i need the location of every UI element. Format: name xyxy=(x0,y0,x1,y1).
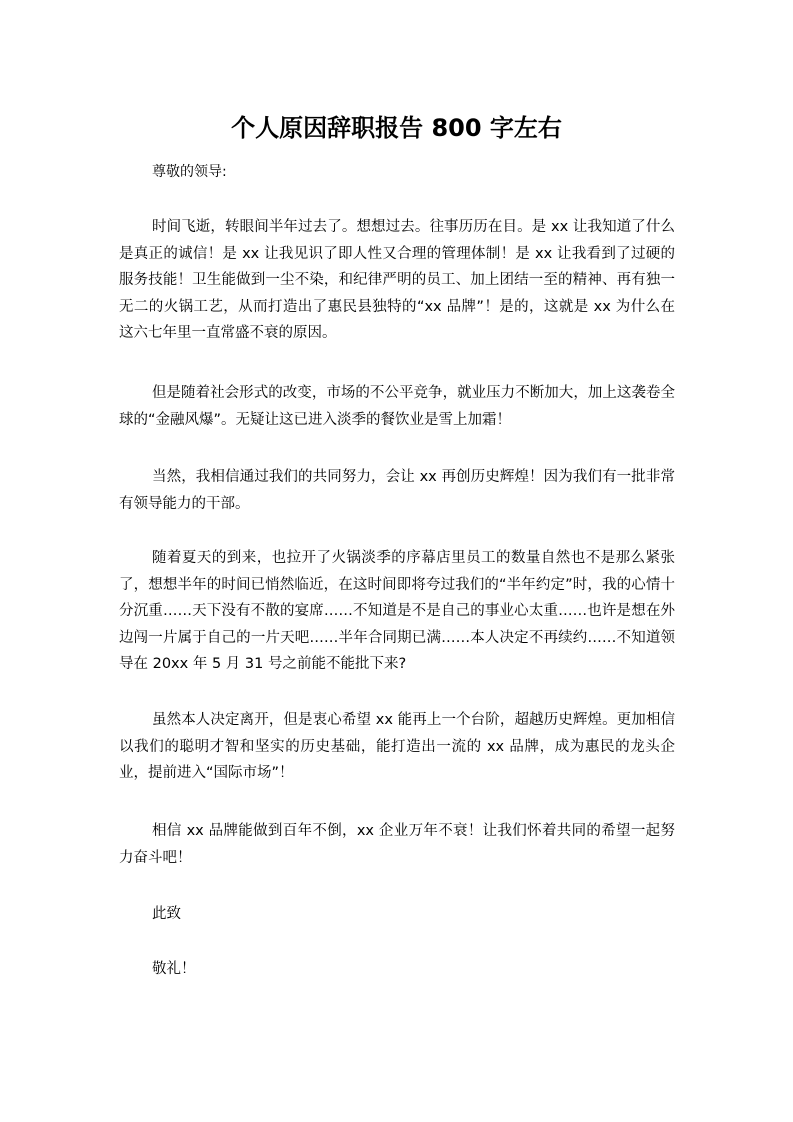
salutation: 尊敬的领导: xyxy=(152,164,227,180)
closing-salute: 敬礼！ xyxy=(152,961,196,977)
body-paragraph-2: 但是随着社会形式的改变，市场的不公平竞争，就业压力不断加大，加上这袭卷全球的“金融风爆”。无疑让这已进入淡季的餐饮业是雪上加霜！ xyxy=(119,385,675,428)
body-paragraph-1: 时间飞逝，转眼间半年过去了。想想过去。往事历历在目。是 xx 让我知道了什么是真正的诚信！是 xx 让我见识了即人性又合理的管理体制！是 xx 让我看到了过硬的服务技能！卫生能做到一尘不染，和纪律严明的员工、加上团结一至的精神、再有独一无二的火锅工艺，从而打造出了惠民县独特的“xx 品牌”！是的，这就是 xx 为什么在这六七年里一直常盛不衰的原因。 xyxy=(119,219,675,341)
body-paragraph-3: 当然，我相信通过我们的共同努力，会让 xx 再创历史辉煌！因为我们有一批非常有领导能力的干部。 xyxy=(119,469,675,512)
document-title: 个人原因辞职报告 800 字左右 xyxy=(231,114,562,142)
body-paragraph-6: 相信 xx 品牌能做到百年不倒，xx 企业万年不衰！让我们怀着共同的希望一起努力奋斗吧！ xyxy=(119,823,675,866)
closing-phrase: 此致 xyxy=(152,906,181,922)
body-paragraph-4: 随着夏天的到来，也拉开了火锅淡季的序幕店里员工的数量自然也不是那么紧张了，想想半年的时间已悄然临近，在这时间即将夸过我们的“半年约定”时，我的心情十分沉重……天下没有不散的宴席……不知道是不是自己的事业心太重……也许是想在外边闯一片属于自己的一片天吧……半年合同期已满……本人决定不再续约……不知道领导在 20xx 年 5 月 31 号之前能不能批下来? xyxy=(119,550,675,672)
body-paragraph-5: 虽然本人决定离开，但是衷心希望 xx 能再上一个台阶，超越历史辉煌。更加相信以我们的聪明才智和坚实的历史基础，能打造出一流的 xx 品牌，成为惠民的龙头企业，提前进入“国际市场”！ xyxy=(119,712,675,781)
